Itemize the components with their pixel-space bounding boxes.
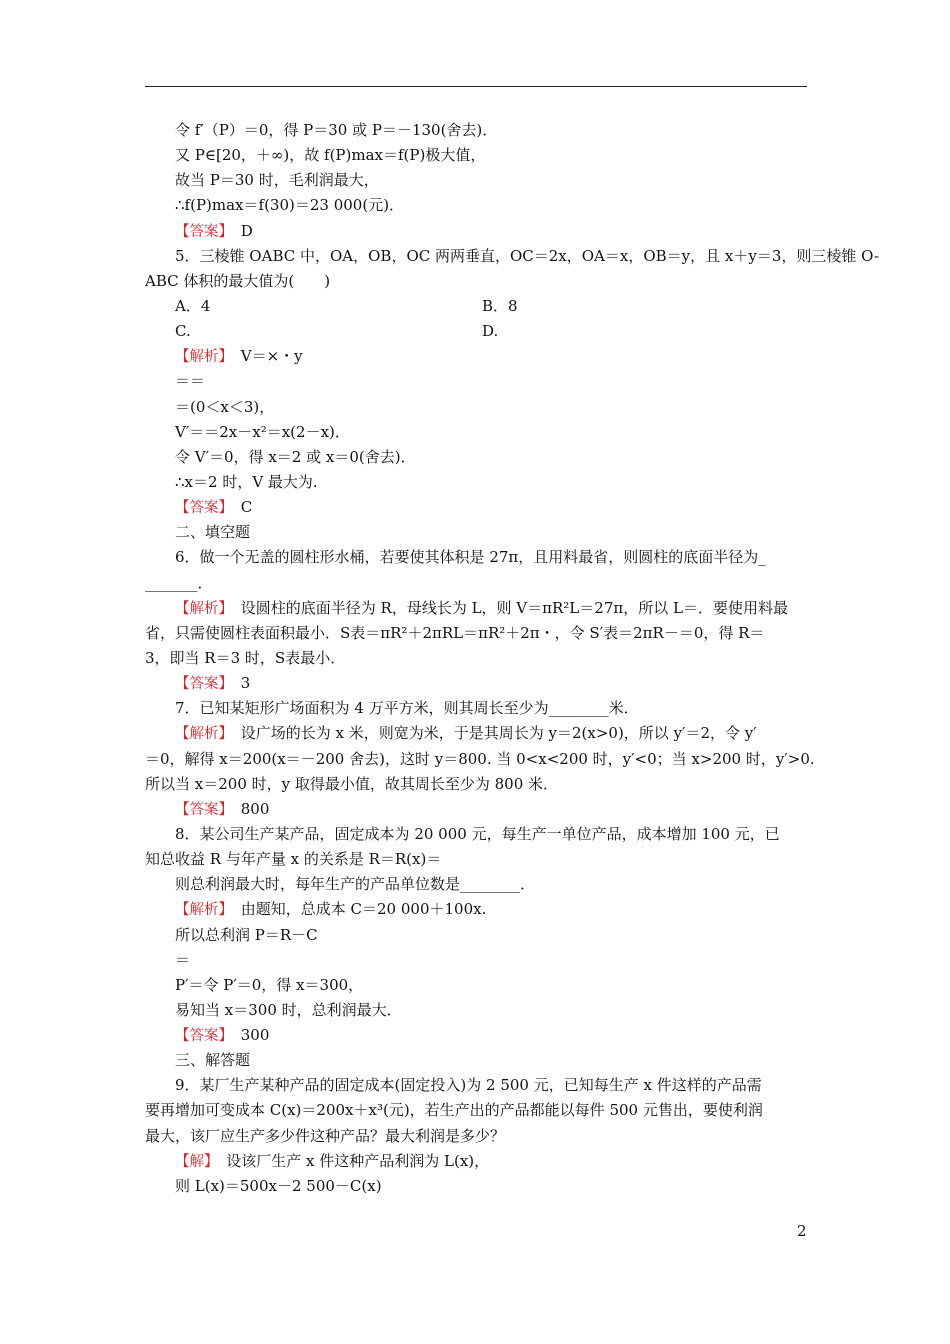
section-tag: 【解析】 — [175, 726, 226, 743]
text-line — [145, 244, 880, 269]
text-line — [145, 545, 807, 570]
text-line — [145, 269, 807, 294]
text-line — [145, 445, 807, 470]
line-text: 800 — [225, 799, 270, 818]
line-text: 6．做一个无盖的圆柱形水桶，若要使其体积是 27π，且用料最省，则圆柱的底面半径为_ — [175, 548, 766, 567]
text-line — [145, 118, 807, 143]
line-text: 3 — [225, 674, 251, 693]
answer-option: C. — [175, 322, 191, 341]
text-line — [145, 897, 807, 922]
line-text: D — [225, 221, 253, 240]
text-line — [145, 495, 807, 520]
text-line — [145, 998, 807, 1023]
text-line — [145, 470, 807, 495]
section-tag: 【解析】 — [175, 600, 226, 617]
line-text: 所以当 x＝200 时，y 取得最小值，故其周长至少为 800 米． — [145, 774, 559, 793]
text-line — [145, 294, 807, 319]
text-line — [145, 1048, 807, 1073]
text-line — [145, 1124, 807, 1149]
text-line — [145, 1149, 807, 1174]
line-text: 8．某公司生产某产品，固定成本为 20 000 元，每生产一单位产品，成本增加 100 元，已 — [175, 824, 780, 843]
text-line — [145, 872, 807, 897]
section-tag: 【答案】 — [175, 500, 226, 517]
text-line — [145, 822, 807, 847]
text-line — [145, 747, 815, 772]
section-tag: 【答案】 — [175, 223, 226, 240]
text-line — [145, 621, 807, 646]
text-line — [145, 319, 807, 344]
line-text: V＝×・y — [225, 347, 303, 366]
line-text: ＝(0＜x＜3)， — [175, 397, 275, 416]
line-text: ＝0，解得 x＝200(x＝－200 舍去)，这时 y＝800. 当 0<x<200 时，y′<0；当 x>200 时，y′>0. — [145, 749, 815, 768]
answer-option: A．4 — [175, 296, 211, 315]
text-line — [145, 671, 807, 696]
line-text: 又 P∈[20，＋∞)，故 f(P)max＝f(P)极大值， — [175, 146, 486, 165]
text-line — [145, 721, 807, 746]
text-line — [145, 369, 807, 394]
line-text: 则 L(x)＝500x－2 500－C(x) — [175, 1176, 382, 1195]
text-line — [145, 596, 807, 621]
line-text: 则总利润最大时，每年生产的产品单位数是________． — [175, 875, 536, 894]
line-text: 设圆柱的底面半径为 R，母线长为 L，则 V＝πR²L＝27π，所以 L＝．要使用料最 — [225, 598, 788, 617]
section-tag: 【解】 — [175, 1153, 212, 1170]
line-text: ＝＝ — [175, 372, 206, 391]
line-text: C — [225, 498, 253, 517]
section-tag: 【答案】 — [175, 676, 226, 693]
line-text: 5．三棱锥 OABC 中，OA，OB，OC 两两垂直，OC＝2x，OA＝x，OB＝y，且 x＋y＝3，则三棱锥 O- — [175, 246, 880, 265]
text-line — [145, 847, 807, 872]
text-line — [145, 520, 807, 545]
text-line — [145, 696, 807, 721]
answer-option: B．8 — [482, 296, 518, 315]
text-line — [145, 344, 807, 369]
line-text: 故当 P＝30 时，毛利润最大， — [175, 171, 379, 190]
text-line — [145, 219, 807, 244]
text-line — [145, 143, 807, 168]
line-text: ∴x＝2 时，V 最大为. — [175, 472, 318, 491]
text-line — [145, 571, 807, 596]
line-text: 令 V′＝0，得 x＝2 或 x＝0(舍去)． — [175, 447, 416, 466]
line-text: 所以总利润 P＝R－C — [175, 925, 318, 944]
text-line — [145, 772, 807, 797]
text-line — [145, 395, 807, 420]
section-tag: 【答案】 — [175, 1028, 226, 1045]
line-text: ABC 体积的最大值为( ) — [145, 271, 331, 290]
text-line — [145, 193, 807, 218]
line-text: 三、解答题 — [175, 1051, 251, 1070]
line-text: 令 f′（P）＝0，得 P＝30 或 P＝－130(舍去)． — [175, 121, 498, 139]
line-text: 省，只需使圆柱表面积最小．S表＝πR²＋2πRL＝πR²＋2π・，令 S′表＝2πR－＝0，得 R＝ — [145, 623, 765, 642]
line-text: 3，即当 R＝3 时，S表最小． — [145, 648, 346, 667]
text-line — [145, 1023, 807, 1048]
line-text: 最大，该厂应生产多少件这种产品？最大利润是多少？ — [145, 1126, 506, 1145]
section-tag: 【解析】 — [175, 902, 226, 919]
text-line — [145, 923, 807, 948]
line-text: 设广场的长为 x 米，则宽为米，于是其周长为 y＝2(x>0)，所以 y′＝2，令 y′ — [225, 724, 757, 743]
text-line — [145, 1098, 807, 1123]
line-text: 9．某厂生产某种产品的固定成本(固定投入)为 2 500 元，已知每生产 x 件这样的产品需 — [175, 1076, 762, 1095]
text-line — [145, 948, 807, 973]
section-tag: 【解析】 — [175, 349, 226, 366]
text-line — [145, 168, 807, 193]
text-line — [145, 973, 807, 998]
text-line — [145, 1174, 807, 1199]
line-text: P′＝令 P′＝0，得 x＝300， — [175, 975, 364, 994]
line-text: V′＝＝2x－x²＝x(2－x)． — [175, 422, 350, 441]
page-number: 2 — [797, 1222, 807, 1240]
document-body — [145, 118, 880, 1199]
line-text: _______． — [145, 573, 213, 592]
text-line — [145, 420, 807, 445]
text-line — [145, 797, 807, 822]
line-text: 300 — [225, 1026, 270, 1045]
line-text: 知总收益 R 与年产量 x 的关系是 R＝R(x)＝ — [145, 850, 442, 869]
section-tag: 【答案】 — [175, 801, 226, 818]
text-line — [145, 1073, 807, 1098]
text-line — [145, 646, 807, 671]
line-text: 二、填空题 — [175, 523, 251, 542]
header-rule — [145, 86, 807, 87]
line-text: 易知当 x＝300 时，总利润最大． — [175, 1000, 402, 1019]
line-text: 要再增加可变成本 C(x)＝200x＋x³(元)，若生产出的产品都能以每件 500 元售出，要使利润 — [145, 1101, 763, 1120]
answer-option: D. — [482, 322, 499, 341]
line-text: ＝ — [175, 950, 191, 969]
line-text: 设该厂生产 x 件这种产品利润为 L(x)， — [211, 1151, 490, 1170]
line-text: 由题知，总成本 C＝20 000＋100x. — [225, 900, 487, 919]
line-text: 7．已知某矩形广场面积为 4 万平方米，则其周长至少为________米． — [175, 699, 639, 718]
line-text: ∴f(P)max＝f(30)＝23 000(元)． — [175, 196, 405, 215]
